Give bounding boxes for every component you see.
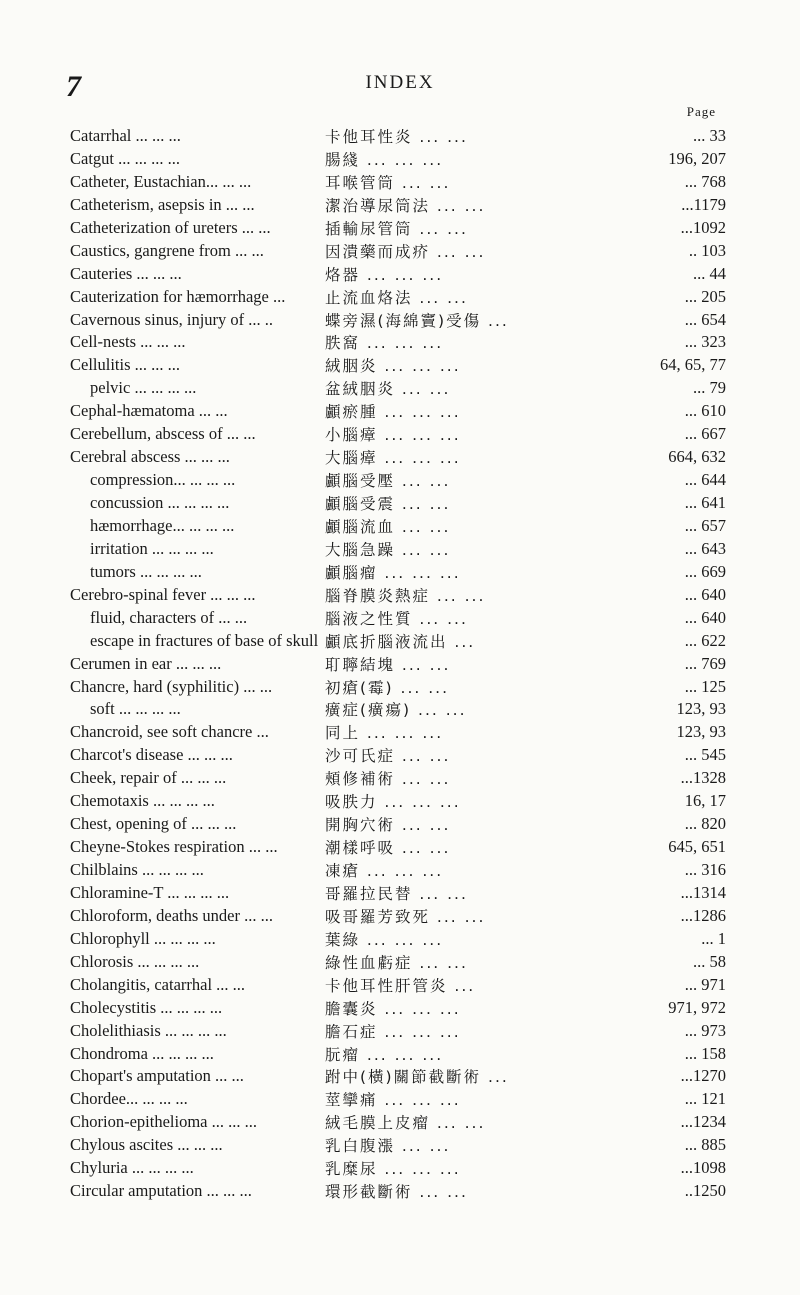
index-page-ref: ... 545 [684,745,726,765]
index-term-chinese: 顱底折腦液流出 ... [325,632,476,651]
index-page-ref: ... 973 [684,1020,726,1040]
index-entry [70,1087,726,1110]
index-entry [70,675,726,698]
index-term-english: Chest, opening of ... ... ... [70,814,237,834]
index-term-english: Chorion-epithelioma ... ... ... [70,1112,257,1132]
index-page-ref: ..1250 [684,1181,726,1201]
index-page-ref: ... 669 [684,561,726,581]
index-term-english: Chilblains ... ... ... ... [70,860,204,879]
index-page-ref: ... 768 [684,171,726,191]
index-term-chinese: 綠性血虧症 ... ... [325,953,468,972]
index-term-chinese: 凍瘡 ... ... ... [325,862,444,880]
index-entry [70,285,726,308]
index-page-ref: ... 121 [684,1089,726,1109]
index-entry [70,1179,726,1202]
index-term-chinese: 顱腦受震 ... ... [325,495,451,513]
index-page-ref: ...1092 [680,217,726,237]
index-entry [70,239,726,262]
index-term-chinese: 因潰藥而成疥 ... ... [325,242,486,261]
index-page-ref: ... 125 [684,676,726,696]
index-entry [70,308,726,331]
index-term-english: Chloroform, deaths under ... ... [70,905,274,925]
index-page-ref: ...1328 [680,768,726,788]
index-term-chinese: 蝶旁濕(海綿竇)受傷 ... [325,311,509,330]
index-term-english: Cholecystitis ... ... ... ... [70,997,223,1017]
index-term-english: Cerebellum, abscess of ... ... [70,424,256,444]
index-page-ref: ...1270 [680,1066,726,1086]
index-list [70,124,726,1202]
index-term-chinese: 膽石症 ... ... ... [325,1022,461,1041]
index-term-chinese: 初瘡(霉) ... ... [325,678,450,697]
index-term-chinese: 插輸尿管筒 ... ... [325,219,468,238]
index-entry [70,1064,726,1087]
index-term-chinese: 吸胅力 ... ... ... [325,793,461,812]
index-term-english: Chopart's amputation ... ... [70,1066,244,1086]
index-term-chinese: 大腦急躁 ... ... [325,540,451,559]
index-term-english: Chlorosis ... ... ... ... [70,951,200,971]
index-term-chinese: 開胸穴術 ... ... [325,816,451,835]
page-column-label: Page [686,104,716,119]
index-page-ref: ... 205 [684,286,726,306]
index-term-english: Catarrhal ... ... ... [70,126,181,145]
index-term-english: Chlorophyll ... ... ... ... [70,928,216,948]
index-term-chinese: 卡他耳性肝管炎 ... [325,976,476,995]
index-term-english: Chloramine-T ... ... ... ... [70,882,230,902]
index-entry [70,1019,726,1042]
index-term-chinese: 頰修補術 ... ... [325,770,451,789]
index-term-english: Cerumen in ear ... ... ... [70,653,222,673]
index-page-ref: 123, 93 [676,722,726,742]
index-entry [70,629,726,652]
index-page-ref: ... 643 [684,538,726,558]
index-term-english: tumors ... ... ... ... [90,561,202,581]
index-entry [70,514,726,537]
index-term-chinese: 乳糜尿 ... ... ... [325,1160,461,1179]
index-page-ref: ... 654 [684,309,726,329]
index-term-english: Charcot's disease ... ... ... [70,745,233,765]
index-entry [70,720,726,743]
index-entry [70,468,726,491]
index-term-english: Chancre, hard (syphilitic) ... ... [70,676,273,696]
index-term-english: fluid, characters of ... ... [90,607,248,627]
index-term-chinese: 顱腦流血 ... ... [325,517,451,536]
index-entry [70,399,726,422]
index-page-ref: ... 1 [701,928,726,948]
index-entry [70,422,726,445]
index-page-ref: ... 44 [693,263,726,283]
index-term-english: Cholelithiasis ... ... ... ... [70,1020,227,1040]
index-entry [70,697,726,720]
index-term-chinese: 朊瘤 ... ... ... [325,1045,444,1064]
index-term-english: pelvic ... ... ... ... [90,378,197,398]
running-head-title: INDEX [365,72,435,93]
index-term-chinese: 潔治導尿筒法 ... ... [325,196,486,215]
index-term-chinese: 絨胭炎 ... ... ... [325,357,461,376]
index-term-chinese: 環形截斷術 ... ... [325,1183,468,1202]
index-page-ref: ... 316 [684,860,726,879]
index-entry [70,789,726,812]
index-term-english: soft ... ... ... ... [90,699,181,719]
index-entry [70,560,726,583]
index-page-ref: ...1234 [680,1112,726,1132]
index-page-ref: ... 640 [684,584,726,604]
index-entry [70,147,726,170]
index-entry [70,652,726,675]
index-term-english: Cerebro-spinal fever ... ... ... [70,584,256,604]
index-term-chinese: 癀症(癀瘍) ... ... [325,701,467,720]
index-term-chinese: 沙可氏症 ... ... [325,747,451,766]
index-entry [70,262,726,285]
index-entry [70,330,726,353]
index-entry [70,606,726,629]
index-page-ref: ... 610 [684,401,726,421]
index-entry [70,812,726,835]
index-page-ref: ... 885 [684,1135,726,1155]
index-term-english: Cheyne-Stokes respiration ... ... [70,837,278,857]
index-page-ref: 971, 972 [668,997,726,1017]
index-term-chinese: 腦脊膜炎熱症 ... ... [325,586,486,605]
index-page-ref: .. 103 [688,240,726,260]
index-term-chinese: 莖攣痛 ... ... ... [325,1091,461,1110]
index-page-ref: 664, 632 [668,447,726,467]
index-entry [70,743,726,766]
index-term-english: Cellulitis ... ... ... [70,355,181,375]
index-entry [70,858,726,881]
index-term-chinese: 膽囊炎 ... ... ... [325,999,461,1018]
index-term-english: Chylous ascites ... ... ... [70,1135,223,1155]
index-page-ref: ... 323 [684,332,726,352]
index-term-english: Cerebral abscess ... ... ... [70,447,230,467]
index-entry [70,193,726,216]
index-entry [70,973,726,996]
index-term-chinese: 葉綠 ... ... ... [325,930,444,949]
index-entry [70,124,726,147]
index-term-english: compression... ... ... ... [90,470,236,490]
index-entry [70,537,726,560]
index-term-chinese: 小腦瘴 ... ... ... [325,426,461,445]
index-term-english: Cauteries ... ... ... [70,263,182,283]
index-page-ref: ... 158 [684,1043,726,1063]
index-page-ref: 123, 93 [676,699,726,719]
index-term-chinese: 顱腦瘤 ... ... ... [325,563,461,582]
index-entry [70,835,726,858]
index-term-english: Chondroma ... ... ... ... [70,1043,214,1063]
index-term-english: escape in fractures of base of skull [90,630,319,650]
index-term-english: hæmorrhage... ... ... ... [90,515,235,535]
index-page-ref: ... 79 [693,378,726,398]
index-term-english: irritation ... ... ... ... [90,538,214,558]
index-term-chinese: 哥羅拉民替 ... ... [325,884,468,903]
index-term-chinese: 大腦瘴 ... ... ... [325,449,461,468]
index-term-chinese: 絨毛膜上皮瘤 ... ... [325,1114,486,1133]
index-entry [70,170,726,193]
index-term-chinese: 烙器 ... ... ... [325,265,444,284]
index-term-english: Cholangitis, catarrhal ... ... [70,974,246,994]
index-term-chinese: 腦液之性質 ... ... [325,609,468,628]
index-page-ref: ...1179 [681,194,726,214]
index-entry [70,1110,726,1133]
index-entry [70,376,726,399]
index-entry [70,1042,726,1065]
index-term-english: Chyluria ... ... ... ... [70,1158,194,1178]
index-term-english: Catheterization of ureters ... ... [70,217,271,237]
index-page-ref: 64, 65, 77 [660,355,726,375]
index-term-english: Chancroid, see soft chancre ... [70,722,269,742]
index-term-chinese: 腸綫 ... ... ... [325,150,444,169]
index-entry [70,996,726,1019]
index-entry [70,1156,726,1179]
index-page-ref: ... 58 [693,951,726,971]
index-term-chinese: 顱腦受壓 ... ... [325,472,451,491]
index-term-chinese: 跗中(橫)關節截斷術 ... [325,1068,509,1087]
index-term-english: Caustics, gangrene from ... ... [70,240,264,260]
index-page-ref: ...1098 [680,1158,726,1178]
index-page-ref: ...1314 [680,882,726,902]
index-term-english: Cephal-hæmatoma ... ... [70,401,228,421]
index-entry [70,445,726,468]
index-term-english: Catgut ... ... ... ... [70,148,180,168]
index-term-chinese: 潮樣呼吸 ... ... [325,839,451,858]
index-term-chinese: 顱瘀腫 ... ... ... [325,403,461,422]
index-page-ref: ... 622 [684,630,726,650]
index-term-chinese: 止流血烙法 ... ... [325,288,468,307]
index-page-ref: ... 667 [684,424,726,444]
index-term-english: Cheek, repair of ... ... ... [70,768,227,788]
index-entry [70,881,726,904]
index-entry [70,353,726,376]
index-page-ref: ... 769 [684,653,726,673]
index-term-chinese: 耵聹結塊 ... ... [325,655,451,674]
index-page-ref: 196, 207 [668,148,726,168]
index-term-english: Catheterism, asepsis in ... ... [70,194,255,214]
index-term-chinese: 乳白腹漲 ... ... [325,1137,451,1156]
index-page-ref: ... 820 [684,814,726,834]
index-entry [70,904,726,927]
index-term-chinese: 盆絨胭炎 ... ... [325,380,451,399]
index-page-ref: ... 641 [684,493,726,512]
index-page-ref: ... 644 [684,470,726,490]
index-term-chinese: 吸哥羅芳致死 ... ... [325,907,486,926]
index-entry [70,950,726,973]
index-term-english: Cell-nests ... ... ... [70,332,186,352]
index-term-english: Circular amputation ... ... ... [70,1181,252,1201]
index-term-english: Cauterization for hæmorrhage ... [70,286,286,306]
index-term-english: Chordee... ... ... ... [70,1089,188,1109]
index-page-ref: ...1286 [680,905,726,925]
index-term-chinese: 胅窩 ... ... ... [325,334,444,353]
index-page-ref: ... 657 [684,515,726,535]
index-page-ref: ... 640 [684,607,726,627]
index-entry [70,1133,726,1156]
index-entry [70,583,726,606]
index-page-ref: 645, 651 [668,837,726,857]
index-page-ref: 16, 17 [684,791,726,811]
index-term-english: Catheter, Eustachian... ... ... [70,171,252,191]
index-entry [70,766,726,789]
index-term-english: concussion ... ... ... ... [90,493,230,512]
page-mark: 7 [66,70,81,103]
index-term-chinese: 卡他耳性炎 ... ... [325,128,468,146]
index-term-english: Chemotaxis ... ... ... ... [70,791,215,811]
index-entry [70,927,726,950]
index-page-ref: ... 33 [693,126,726,145]
index-term-chinese: 耳喉管筒 ... ... [325,173,451,192]
index-term-chinese: 同上 ... ... ... [325,724,444,743]
index-term-english: Cavernous sinus, injury of ... .. [70,309,274,329]
index-entry [70,216,726,239]
index-entry [70,491,726,514]
index-page-ref: ... 971 [684,974,726,994]
